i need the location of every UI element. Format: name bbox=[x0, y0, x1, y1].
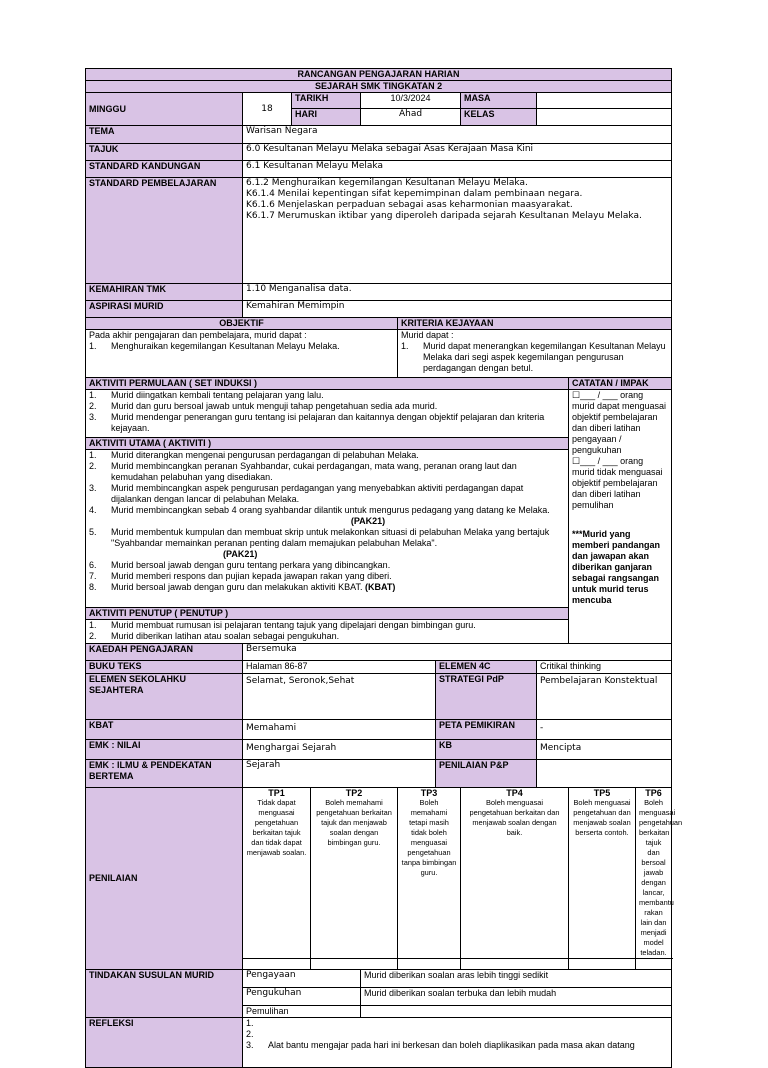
kbat-label: KBAT bbox=[86, 720, 243, 740]
minggu-value: 18 bbox=[243, 93, 292, 126]
strategi-value: Pembelajaran Konstektual bbox=[537, 674, 672, 720]
emk-nilai-label: EMK : NILAI bbox=[86, 740, 243, 760]
emk-ilmu-value: Sejarah bbox=[243, 760, 436, 788]
refleksi-label: REFLEKSI bbox=[86, 1018, 243, 1068]
pak21-tag: (PAK21) bbox=[350, 516, 386, 526]
kbat-tag: (KBAT) bbox=[365, 582, 396, 592]
standard-pembelajaran-value bbox=[243, 178, 672, 284]
tp1-mark bbox=[243, 959, 311, 970]
tp-heading: TP5 bbox=[593, 788, 611, 798]
kriteria-content bbox=[398, 330, 672, 378]
list-item: 2. bbox=[246, 1029, 254, 1039]
tp5-mark bbox=[569, 959, 636, 970]
tp-description: Boleh menguasai pengetahuan berkaitan tajuk dan bersoal jawab dengan lancar, membantu rakan lain dan menjadi model teladan. bbox=[639, 798, 683, 957]
objektif-intro: Pada akhir pengajaran dan pembelajara, murid dapat : bbox=[89, 330, 307, 340]
list-item: 2. Murid membincangkan peranan Syahbandar, cukai perdagangan, mata wang, peranan orang laut dan kemudahan pelabuhan yang disediakan. bbox=[89, 461, 517, 482]
tp-heading: TP4 bbox=[506, 788, 523, 798]
aktiviti-utama-header: AKTIVITI UTAMA ( AKTIVITI ) bbox=[86, 438, 569, 450]
document-title: RANCANGAN PENGAJARAN HARIAN bbox=[86, 69, 672, 81]
aspirasi-murid-label: ASPIRASI MURID bbox=[86, 301, 243, 318]
tp1-cell bbox=[243, 788, 311, 959]
emk-nilai-value: Menghargai Sejarah bbox=[243, 740, 436, 760]
sekolahku-value: Selamat, Seronok,Sehat bbox=[243, 674, 436, 720]
list-item: 1. Murid diingatkan kembali tentang pelajaran yang lalu. bbox=[89, 390, 324, 400]
tp-description: Boleh menguasai pengetahuan berkaitan dan menjawab soalan dengan baik. bbox=[469, 798, 560, 837]
strategi-label: STRATEGI PdP bbox=[436, 674, 537, 720]
pemulihan-text bbox=[361, 1006, 672, 1018]
kriteria-header: KRITERIA KEJAYAAN bbox=[398, 318, 672, 330]
peta-pemikiran-label: PETA PEMIKIRAN bbox=[436, 720, 537, 740]
pengayaan-text: Murid diberikan soalan aras lebih tinggi sedikit bbox=[361, 970, 672, 988]
pengayaan-label: Pengayaan bbox=[243, 970, 361, 988]
aktiviti-penutup-header: AKTIVITI PENUTUP ( PENUTUP ) bbox=[86, 608, 569, 620]
list-item: 6. Murid bersoal jawab dengan guru tentang perkara yang dibincangkan. bbox=[89, 560, 391, 570]
peta-pemikiran-value: - bbox=[537, 720, 672, 740]
kriteria-intro: Murid dapat : bbox=[401, 330, 454, 340]
kemahiran-tmk-value: 1.10 Menganalisa data. bbox=[243, 284, 672, 301]
tajuk-label: TAJUK bbox=[86, 144, 243, 161]
tp2-cell bbox=[311, 788, 398, 959]
tp-heading: TP6 bbox=[645, 788, 662, 798]
catatan-tidak-menguasai: ☐___ / ___ orang murid tidak menguasai objektif pembelajaran dan diberi latihan pemulihan bbox=[572, 456, 663, 510]
list-item: 3. Murid membincangkan aspek pengurusan perdagangan yang menyebabkan aktiviti perdagangan dapat dijalankan dengan lancar di pelabuhan Melaka. bbox=[89, 483, 524, 504]
pengukuhan-label: Pengukuhan bbox=[243, 988, 361, 1006]
penutup-list bbox=[89, 620, 565, 642]
aktiviti-permulaan-header: AKTIVITI PERMULAAN ( SET INDUKSI ) bbox=[86, 378, 569, 390]
tp-heading: TP2 bbox=[345, 788, 363, 798]
list-item: 1. Murid diterangkan mengenai pengurusan perdagangan di pelabuhan Melaka. bbox=[89, 450, 419, 460]
minggu-label: MINGGU bbox=[86, 93, 243, 126]
tp-description: Tidak dapat menguasai pengetahuan berkaitan tajuk dan tidak dapat menjawab soalan. bbox=[246, 798, 307, 857]
tp3-cell bbox=[398, 788, 461, 959]
sp-line: 6.1.2 Menghuraikan kegemilangan Kesultanan Melayu Melaka. bbox=[246, 178, 528, 188]
objektif-list bbox=[89, 341, 394, 352]
list-item: 3. Murid mendengar penerangan guru tentang isi pelajaran dan kaitannya dengan objektif pelajaran dan kriteria kejayaan. bbox=[89, 412, 545, 433]
sekolahku-label: ELEMEN SEKOLAHKU SEJAHTERA bbox=[86, 674, 243, 720]
pemulihan-label: Pemulihan bbox=[243, 1006, 361, 1018]
tp-description: Boleh menguasai pengetahuan dan menjawab soalan berserta contoh. bbox=[573, 798, 631, 837]
list-item: 3. Alat bantu mengajar pada hari ini berkesan dan boleh diaplikasikan pada masa akan datang bbox=[246, 1040, 635, 1050]
kaedah-label: KAEDAH PENGAJARAN bbox=[86, 644, 243, 661]
hari-value: Ahad bbox=[361, 109, 461, 126]
hari-label: HARI bbox=[292, 109, 361, 126]
masa-value bbox=[537, 93, 672, 109]
catatan-menguasai: ☐___ / ___ orang murid dapat menguasai objektif pembelajaran dan diberi latihan pengayaan / pengukuhan bbox=[572, 390, 667, 455]
tarikh-value: 10/3/2024 bbox=[361, 93, 461, 109]
tp4-mark bbox=[461, 959, 569, 970]
elemen-4c-value: Critikal thinking bbox=[537, 661, 672, 674]
aktiviti-penutup-content bbox=[86, 620, 569, 644]
tp2-mark bbox=[311, 959, 398, 970]
kaedah-value: Bersemuka bbox=[243, 644, 672, 661]
sp-line: K6.1.4 Menilai kepentingan sifat kepemimpinan dalam pembinaan negara. bbox=[246, 189, 583, 199]
list-item: 4. Murid membincangkan sebab 4 orang syahbandar dilantik untuk mengurus pedagang yang datang ke Melaka. (PAK21) bbox=[89, 505, 565, 527]
rph-table bbox=[85, 68, 683, 1068]
document-subtitle: SEJARAH SMK TINGKATAN 2 bbox=[86, 81, 672, 93]
emk-ilmu-label: EMK : ILMU & PENDEKATAN BERTEMA bbox=[86, 760, 243, 788]
tema-label: TEMA bbox=[86, 126, 243, 144]
tp6-mark bbox=[636, 959, 672, 970]
sp-line: K6.1.7 Merumuskan iktibar yang diperoleh daripada sejarah Kesultanan Melayu Melaka. bbox=[246, 211, 642, 221]
sp-line: K6.1.6 Menjelaskan perpaduan sebagai asas keharmonian maasyarakat. bbox=[246, 200, 573, 210]
aspirasi-murid-value: Kemahiran Memimpin bbox=[243, 301, 672, 318]
standard-kandungan-value: 6.1 Kesultanan Melayu Melaka bbox=[243, 161, 672, 178]
penilaian-pp-label: PENILAIAN P&P bbox=[436, 760, 537, 788]
objektif-header: OBJEKTIF bbox=[86, 318, 398, 330]
utama-list bbox=[89, 450, 565, 593]
tp6-cell bbox=[636, 788, 683, 959]
standard-kandungan-label: STANDARD KANDUNGAN bbox=[86, 161, 243, 178]
pak21-tag: (PAK21) bbox=[223, 549, 258, 559]
list-item: 2. Murid diberikan latihan atau soalan sebagai pengukuhan. bbox=[89, 631, 340, 641]
tajuk-value: 6.0 Kesultanan Melayu Melaka sebagai Asas Kerajaan Masa Kini bbox=[243, 144, 672, 161]
penilaian-label: PENILAIAN bbox=[86, 788, 243, 970]
list-item: 1. Murid membuat rumusan isi pelajaran tentang tajuk yang dipelajari dengan bimbingan guru. bbox=[89, 620, 476, 630]
buku-teks-label: BUKU TEKS bbox=[86, 661, 243, 674]
catatan-content bbox=[569, 390, 672, 644]
standard-pembelajaran-label: STANDARD PEMBELAJARAN bbox=[86, 178, 243, 284]
tp-heading: TP3 bbox=[420, 788, 438, 798]
kemahiran-tmk-label: KEMAHIRAN TMK bbox=[86, 284, 243, 301]
tp3-mark bbox=[398, 959, 461, 970]
elemen-4c-label: ELEMEN 4C bbox=[436, 661, 537, 674]
refleksi-content bbox=[243, 1018, 672, 1068]
buku-teks-value: Halaman 86-87 bbox=[243, 661, 436, 674]
list-item: 2. Murid dan guru bersoal jawab untuk menguji tahap pengetahuan sedia ada murid. bbox=[89, 401, 438, 411]
permulaan-list bbox=[89, 390, 565, 434]
kb-value: Mencipta bbox=[537, 740, 672, 760]
list-item: 1. Menghuraikan kegemilangan Kesultanan Melayu Melaka. bbox=[89, 341, 340, 351]
tindakan-susulan-label: TINDAKAN SUSULAN MURID bbox=[86, 970, 243, 1018]
tp-heading: TP1 bbox=[268, 788, 285, 798]
pengukuhan-text: Murid diberikan soalan terbuka dan lebih mudah bbox=[361, 988, 672, 1006]
tp-description: Boleh memahami pengetahuan berkaitan tajuk dan menjawab soalan dengan bimbingan guru. bbox=[316, 798, 392, 847]
kbat-value: Memahami bbox=[243, 720, 436, 740]
kelas-value bbox=[537, 109, 672, 126]
list-item: 7. Murid memberi respons dan pujian kepada jawapan rakan yang diberi. bbox=[89, 571, 392, 581]
tp-description: Boleh memahami tetapi masih tidak boleh menguasai pengetahuan tanpa bimbingan guru. bbox=[401, 798, 457, 877]
kriteria-list bbox=[401, 341, 668, 374]
kb-label: KB bbox=[436, 740, 537, 760]
tarikh-label: TARIKH bbox=[292, 93, 361, 109]
tp5-cell bbox=[569, 788, 636, 959]
refleksi-list bbox=[246, 1018, 668, 1051]
catatan-note: ***Murid yang memberi pandangan dan jawapan akan diberikan ganjaran sebagai rangsangan untuk murid terus mencuba bbox=[572, 529, 661, 605]
list-item: 1. bbox=[246, 1018, 254, 1028]
tema-value: Warisan Negara bbox=[243, 126, 672, 144]
catatan-header: CATATAN / IMPAK bbox=[569, 378, 672, 390]
list-item: 1. Murid dapat menerangkan kegemilangan Kesultanan Melayu Melaka dari segi aspek kegemilangan pengurusan perdagangan dengan betul. bbox=[401, 341, 666, 373]
list-item: 8. Murid bersoal jawab dengan guru dan melakukan aktiviti KBAT. (KBAT) bbox=[89, 582, 396, 592]
list-item: 5. Murid membentuk kumpulan dan membuat skrip untuk melakonkan situasi di pelabuhan Melaka yang bertajuk "Syahbandar memainkan peranan penting dalam memajukan pelabuhan Melaka". (PAK21) bbox=[89, 527, 565, 560]
aktiviti-utama-content bbox=[86, 450, 569, 608]
tp4-cell bbox=[461, 788, 569, 959]
objektif-content bbox=[86, 330, 398, 378]
aktiviti-permulaan-content bbox=[86, 390, 569, 438]
masa-label: MASA bbox=[461, 93, 537, 109]
kelas-label: KELAS bbox=[461, 109, 537, 126]
penilaian-pp-value bbox=[537, 760, 672, 788]
